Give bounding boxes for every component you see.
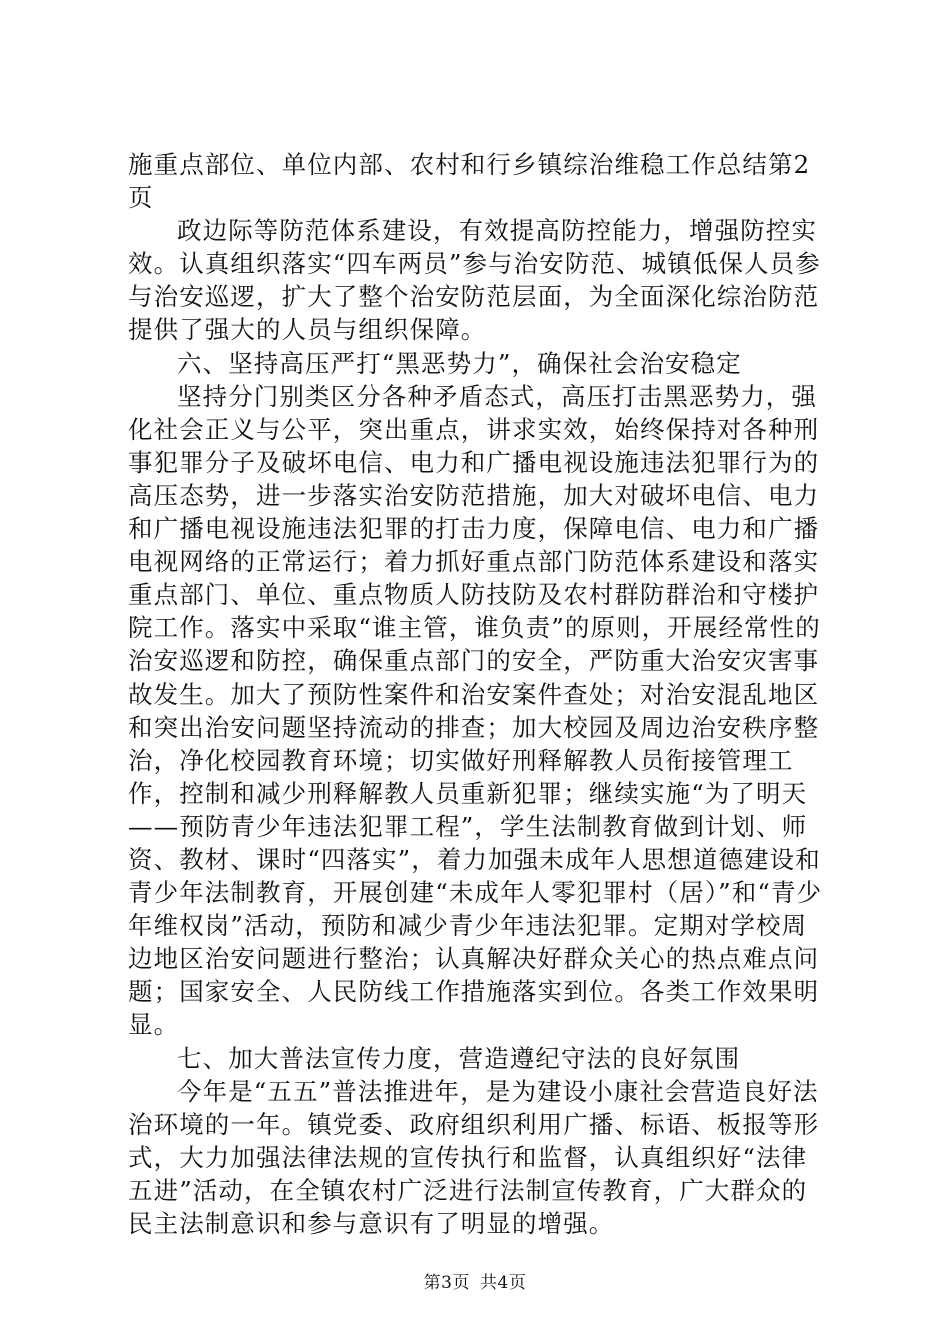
page-total: 共4页 <box>480 1273 527 1293</box>
section-heading-seven: 七、加大普法宣传力度，营造遵纪守法的良好氛围 <box>177 1043 741 1073</box>
page-number: 第3页 <box>423 1273 470 1293</box>
paragraph-legal-education: 今年是“五五”普法推进年，是为建设小康社会营造良好法治环境的一年。镇党委、政府组织利用广播、标语、板报等形式，大力加强法律法规的宣传执行和监督，认真组织好“法律五进”活动，在全镇农村广泛进行法制宣传教育，广大群众的民主法制意识和参与意识有了明显的增强。 <box>128 1076 820 1238</box>
page-footer <box>0 1268 950 1293</box>
section-heading-six: 六、坚持高压严打“黑恶势力”，确保社会治安稳定 <box>177 348 742 378</box>
paragraph-prevention-system: 政边际等防范体系建设，有效提高防控能力，增强防控实效。认真组织落实“四车两员”参与治安防范、城镇低保人员参与治安巡逻，扩大了整个治安防范层面，为全面深化综治防范提供了强大的人员与组织保障。 <box>128 216 821 345</box>
paragraph-crackdown: 坚持分门别类区分各种矛盾态式，高压打击黑恶势力，强化社会正义与公平，突出重点，讲求实效，始终保持对各种刑事犯罪分子及破坏电信、电力和广播电视设施违法犯罪行为的高压态势，进一步落实治安防范措施，加大对破坏电信、电力和广播电视设施违法犯罪的打击力度，保障电信、电力和广播电视网络的正常运行；着力抓好重点部门防范体系建设和落实重点部门、单位、重点物质人防技防及农村群防群治和守楼护院工作。落实中采取“谁主管，谁负责”的原则，开展经常性的治安巡逻和防控，确保重点部门的安全，严防重大治安灾害事故发生。加大了预防性案件和治安案件查处；对治安混乱地区和突出治安问题坚持流动的排查；加大校园及周边治安秩序整治，净化校园教育环境；切实做好刑释解教人员衔接管理工作，控制和减少刑释解教人员重新犯罪；继续实施“为了明天——预防青少年违法犯罪工程”，学生法制教育做到计划、师资、教材、课时“四落实”，着力加强未成年人思想道德建设和青少年法制教育，开展创建“未成年人零犯罪村（居）”和“青少年维权岗”活动，预防和减少青少年违法犯罪。定期对学校周边地区治安问题进行整治；认真解决好群众关心的热点难点问题；国家安全、人民防线工作措施落实到位。各类工作效果明显。 <box>128 381 823 1040</box>
paragraph-title-continuation: 施重点部位、单位内部、农村和行乡镇综治维稳工作总结第2页 <box>128 150 811 213</box>
document-body <box>128 148 828 1240</box>
